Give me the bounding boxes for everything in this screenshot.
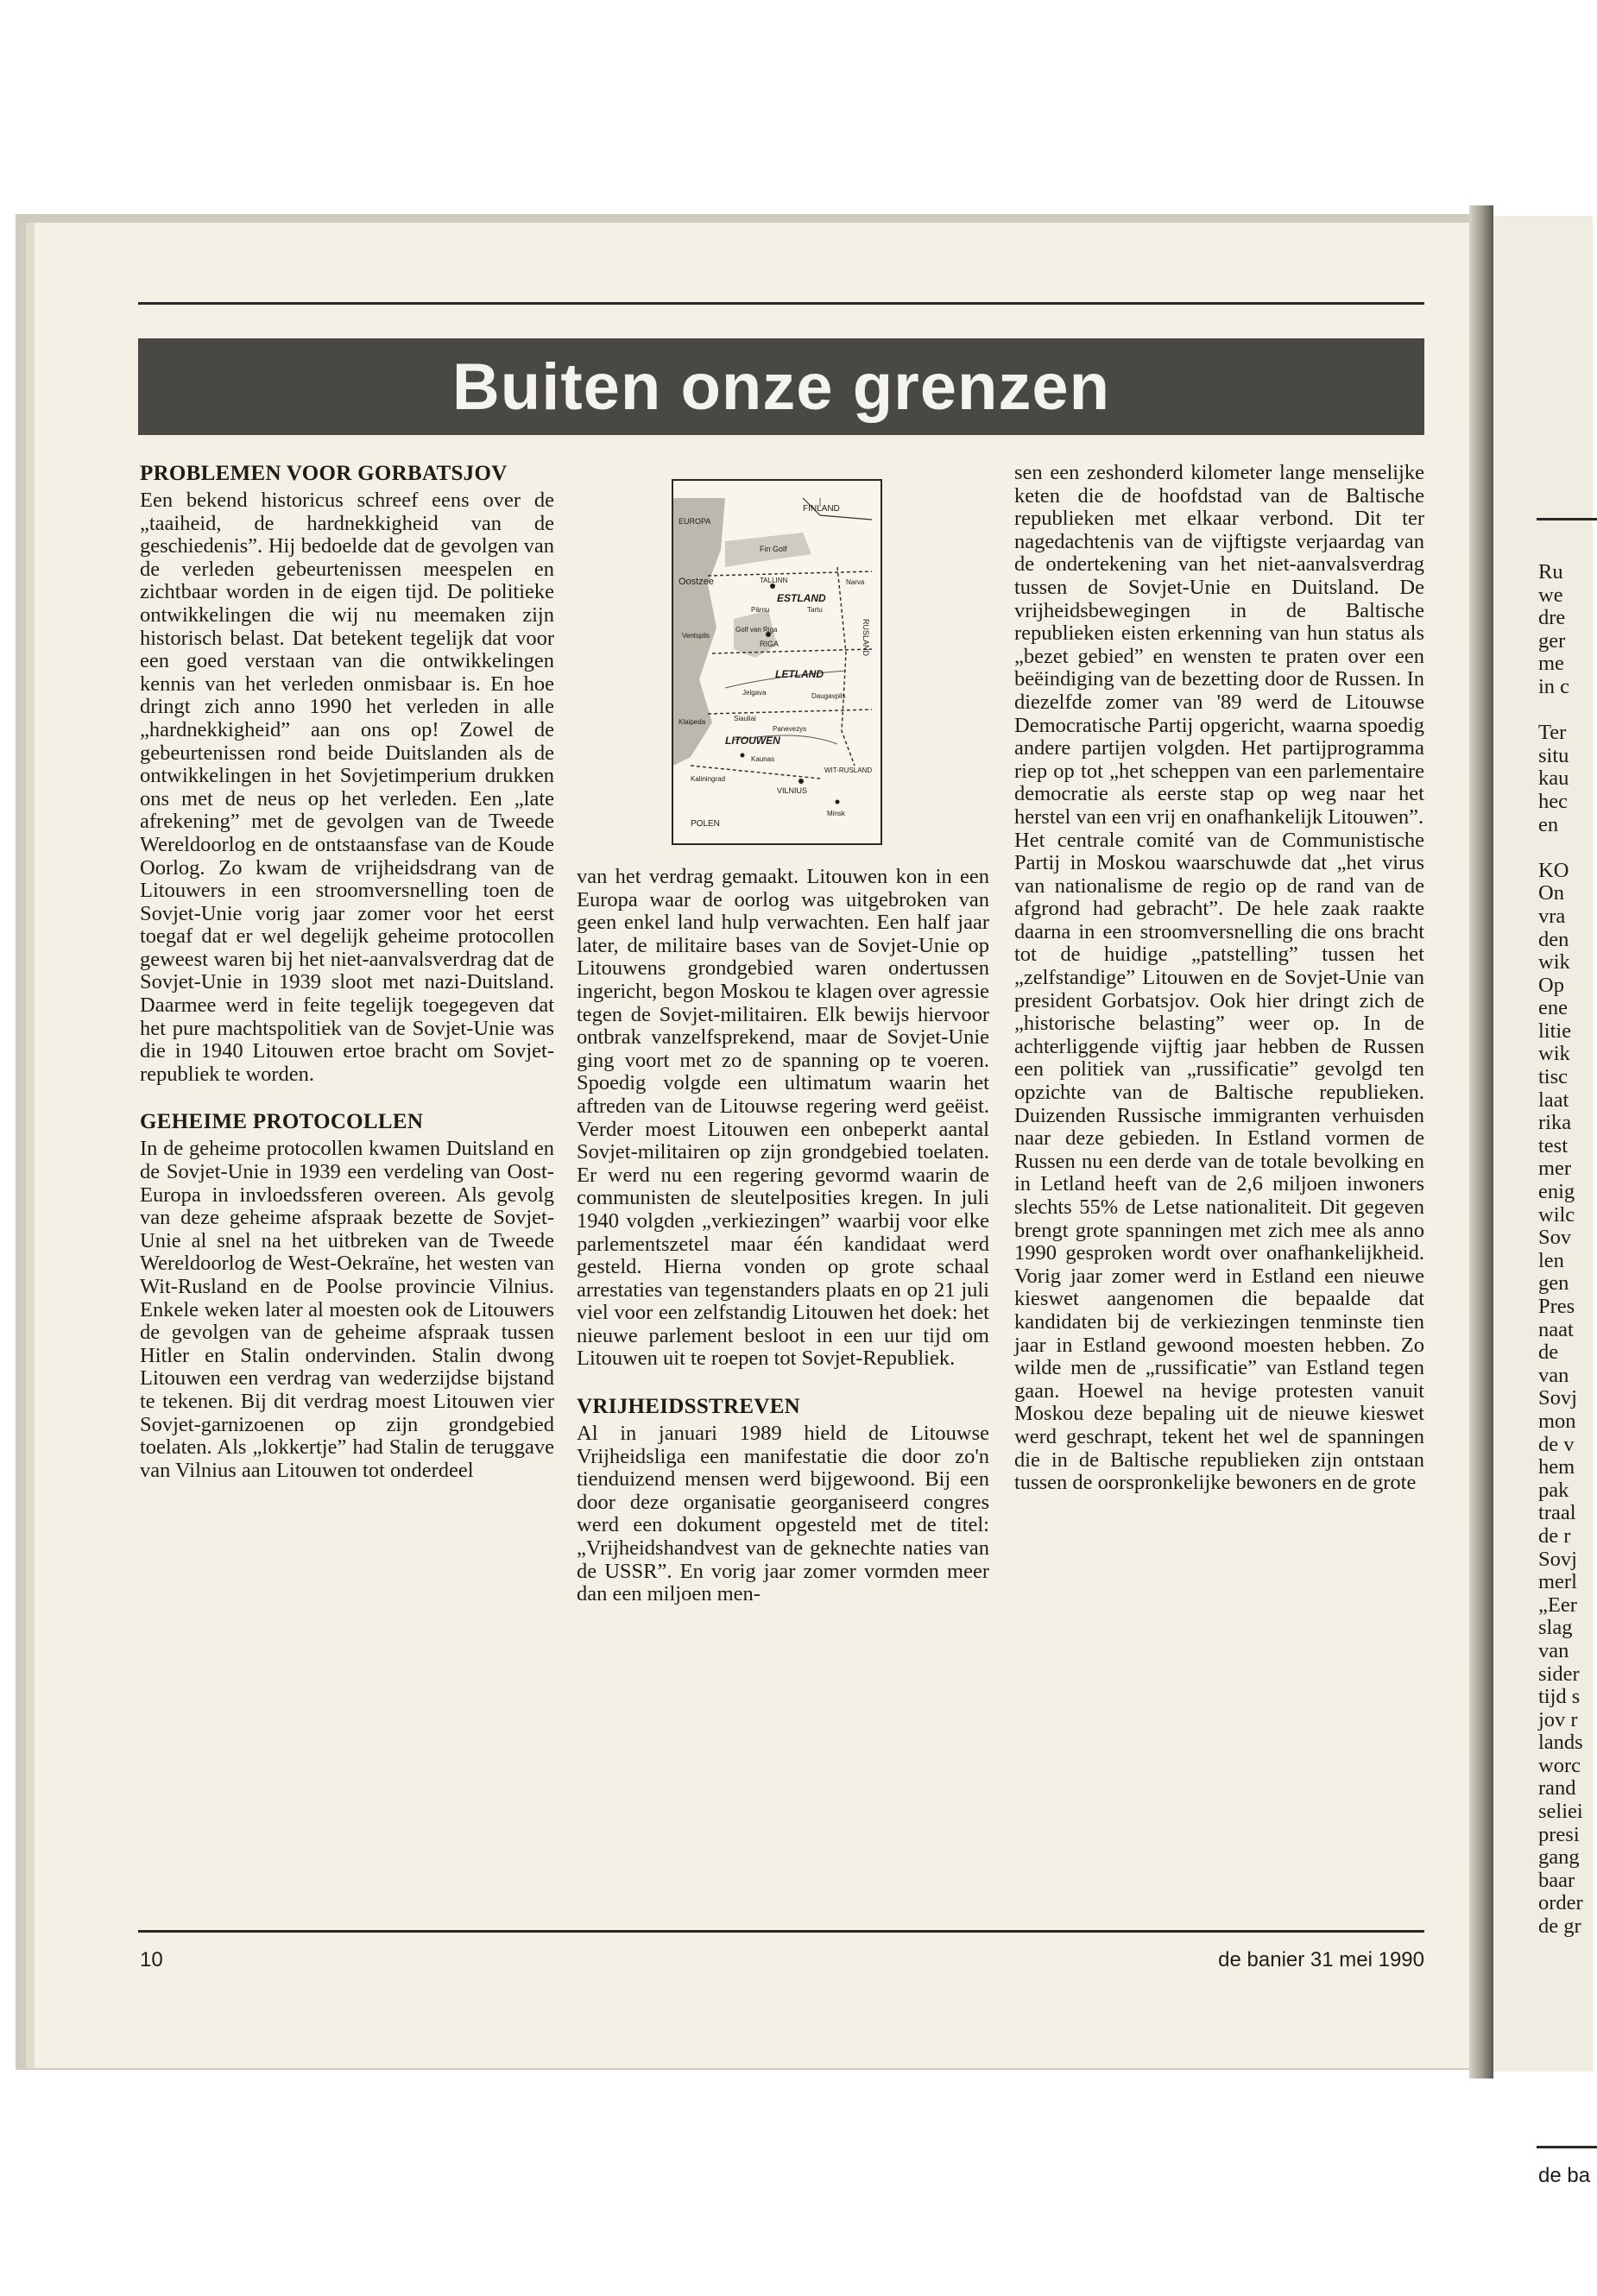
map-label: Narva: [846, 578, 865, 586]
next-page-fragment: On: [1538, 881, 1564, 905]
heading-problemen: PROBLEMEN VOOR GORBATSJOV: [140, 462, 508, 485]
next-page-fragment: tijd s: [1538, 1685, 1581, 1709]
page-fold: [1469, 205, 1493, 2078]
next-page-fragment: Sovj: [1538, 1386, 1577, 1410]
next-page-fragment: kau: [1538, 766, 1569, 791]
map-label: Minsk: [827, 810, 845, 817]
next-page-fragment: den: [1538, 927, 1569, 951]
next-page-fragment: de gr: [1538, 1914, 1581, 1939]
next-page-fragment: de r: [1538, 1523, 1571, 1548]
paragraph: Een bekend historicus schreef eens over de „taaiheid, de hardnekkigheid van de geschiedenis”. Hij bedoelde dat de gevolgen van de verleden gebeurtenissen meespelen en zichtbaar worden in de eigen tijd. De politieke ontwikkelingen die wij nu meemaken zijn historisch belast. Dat betekent tegelijk dat voor een goed verstaan van die ontwikkelingen kennis van het verleden onmisbaar is. En hoe dringt zich anno 1990 het verleden in alle „hardnekkigheid” aan ons op! Zowel de gebeurtenissen rond beide Duitslanden als de ontwikkelingen in het Sovjetimperium drukken ons met de neus op het verleden. Een „late afrekening” met de gevolgen van de Tweede Wereldoorlog en de ontstaansfase van de Koude Oorlog. Zo kwam de vrijheidsdrang van de Litouwers in een stroomversnelling toen de Sovjet-Unie vorig jaar zomer voor het eerst toegaf dat er wel degelijk geheime protocollen geweest waren bij het niet-aanvalsverdrag dat de Sovjet-Unie in 1939 sloot met nazi-Duitsland. Daarmee werd in feite tegelijk toegegeven dat het pure machtspolitiek van de Sovjet-Unie was die in 1940 Litouwen ertoe bracht om Sovjet-republiek te worden.: [140, 489, 554, 1086]
next-page-fragment: „Eer: [1538, 1593, 1577, 1617]
column-2: [577, 462, 989, 1606]
map-label: Fin Golf: [760, 545, 787, 553]
map-label: Klaipeda: [679, 718, 706, 726]
next-page-fragment: rika: [1538, 1111, 1572, 1135]
map-label: Oostzee: [679, 577, 714, 587]
map-label: FINLAND: [803, 504, 840, 514]
next-page-fragment: situ: [1538, 743, 1569, 767]
next-page-rule-bottom: [1537, 2146, 1597, 2148]
next-page-fragment: gen: [1538, 1271, 1569, 1296]
next-page-fragment: presi: [1538, 1822, 1580, 1846]
column-3: [1014, 462, 1424, 1495]
next-page-fragment: de v: [1538, 1432, 1575, 1456]
next-page-fragment: len: [1538, 1248, 1564, 1272]
next-page-fragment: traal: [1538, 1501, 1576, 1525]
banner-title: Buiten onze grenzen: [451, 350, 1111, 424]
map-label: Pärnu: [751, 606, 770, 614]
next-page-fragment: [1538, 836, 1583, 860]
next-page-fragment: hem: [1538, 1455, 1575, 1479]
next-page-fragment: Pres: [1538, 1295, 1575, 1318]
next-page-fragment: lands: [1538, 1731, 1583, 1755]
top-rule: [138, 302, 1424, 305]
next-page-fragment: en: [1538, 812, 1559, 836]
map-label: ESTLAND: [777, 592, 826, 604]
heading-vrijheidsstreven: VRIJHEIDSSTREVEN: [577, 1395, 801, 1419]
next-page-fragment: KO: [1538, 858, 1569, 882]
next-page-fragment: dre: [1538, 606, 1566, 630]
map-label: WIT-RUSLAND: [824, 766, 873, 774]
map-label: Daugavpils: [811, 692, 846, 700]
next-page-fragment: me: [1538, 652, 1564, 676]
map-label: Tartu: [807, 606, 823, 614]
heading-geheime-protocollen: GEHEIME PROTOCOLLEN: [140, 1110, 424, 1134]
next-page-fragment: Sovj: [1538, 1547, 1577, 1571]
next-page-fragment: pak: [1538, 1478, 1569, 1502]
map-label: LITOUWEN: [725, 735, 780, 747]
map-label: VILNIUS: [777, 786, 808, 795]
map-label: Golf van Riga: [735, 626, 778, 634]
next-page-text-fragments: [1538, 561, 1583, 1939]
map-label: POLEN: [691, 819, 720, 829]
column-1: [140, 462, 554, 1482]
next-page-fragment: litie: [1538, 1019, 1572, 1043]
map-label: EUROPA: [679, 517, 711, 526]
map-label: Kaunas: [751, 755, 775, 763]
map-label: Kaliningrad: [691, 775, 726, 783]
next-page-fragment: baar: [1538, 1868, 1575, 1892]
next-page-fragment: ene: [1538, 996, 1568, 1020]
next-page-fragment: order: [1538, 1891, 1583, 1915]
next-page-fragment: wilc: [1538, 1202, 1575, 1227]
baltic-map: [672, 479, 882, 845]
next-page-fragment: [1538, 699, 1583, 722]
next-page-fragment: hec: [1538, 789, 1568, 813]
map-label: RUSLAND: [862, 619, 870, 657]
paragraph: van het verdrag gemaakt. Litouwen kon in een Europa waar de oorlog was uitgebroken van geen enkel land hulp verwachten. Een half jaar later, de militaire bases van de Sovjet-Unie op Litouwens grondgebied waren ondertussen ingericht, begon Moskou te klagen over agressie tegen de Sovjet-militairen. Elk bewijs hiervoor ontbrak vanzelfsprekend, maar de Sovjet-Unie ging voort met zo de spanning op te voeren. Spoedig volgde een ultimatum waarin het aftreden van de Litouwse regering werd geëist. Verder moest Litouwen een onbeperkt aantal Sovjet-militairen op zijn grondgebied toelaten. Er werd nu een regering gevormd waarin de communisten de sleutelposities kregen. In juli 1940 volgden „verkiezingen” waarbij voor elke parlementszetel maar één kandidaat werd gesteld. Hierna vonden op grote schaal arrestaties van tegenstanders plaats en op 21 juli viel voor een zelfstandig Litouwen het doek: het nieuwe parlement besloot in een uur tijd om Litouwen uit te roepen tot Sovjet-Republiek.: [577, 865, 989, 1371]
paragraph: Het centrale comité van de Communistische Partij in Moskou waarschuwde dat „het virus van nationalisme de regio op de rand van de afgrond had gebracht”. De hele zaak raakte daarna in een stroomversnelling die ons bracht tot de huidige „patstelling” tussen het „zelfstandige” Litouwen en de Sovjet-Unie van president Gorbatsjov. Ook hier dringt zich de „historische belasting” weer op. In de achterliggende vijftig jaar hebben de Russen een politiek van „russificatie” gevolgd ten opzichte van de Baltische republieken. Duizenden Russische immigranten verhuisden naar deze gebieden. In Estland vormen de Russen nu een derde van de totale bevolking en in Letland heeft van de 2,6 miljoen inwoners slechts 55% de Letse nationaliteit. Dit gegeven brengt grote spanningen met zich mee als anno 1990 gesproken wordt over onafhankelijkheid. Vorig jaar zomer werd in Estland een nieuwe kieswet aangenomen die bepaalde dat kandidaten bij de verkiezingen tenminste tien jaar in Estland gewoond moesten hebben. Zo wilde men de „russificatie” van Estland tegen gaan. Hoewel na hevige protesten vanuit Moskou deze bepaling uit de nieuwe kieswet werd geschrapt, tekent het wel de spanningen die in de Baltische republieken zijn ontstaan tussen de oorspronkelijke bewoners en de grote: [1014, 828, 1424, 1495]
next-page-fragment: sider: [1538, 1662, 1580, 1686]
publication-date: de banier 31 mei 1990: [1218, 1948, 1424, 1971]
paragraph: Al in januari 1989 hield de Litouwse Vrijheidsliga een manifestatie die door zo'n tienduizend mensen werd bijgewoond. Bij een door deze organisatie georganiseerd congres werd een dokument opgesteld met de titel: „Vrijheidshandvest van de geknechte naties van de USSR”. En vorig jaar zomer vormden meer dan een miljoen men-: [577, 1422, 989, 1606]
map-label: Siauliai: [734, 715, 756, 722]
section-banner: [138, 338, 1424, 435]
next-page-footer: de ba: [1538, 2164, 1591, 2187]
next-page-fragment: Ru: [1538, 560, 1563, 583]
next-page-fragment: de: [1538, 1340, 1559, 1365]
next-page-fragment: van: [1538, 1638, 1569, 1662]
next-page-fragment: enig: [1538, 1180, 1575, 1204]
map-label: RIGA: [760, 640, 780, 648]
next-page-fragment: mer: [1538, 1157, 1572, 1181]
paragraph: In de geheime protocollen kwamen Duitsland en de Sovjet-Unie in 1939 een verdeling van Oost-Europa in invloedssferen overeen. Als gevolg van deze geheime afspraak bezette de Sovjet-Unie al snel na het uitbreken van de Tweede Wereldoorlog de West-Oekraïne, het westen van Wit-Rusland en de Poolse provincie Vilnius. Enkele weken later al moesten ook de Litouwers de gevolgen van de geheime afspraak tussen Hitler en Stalin ondervinden. Stalin dwong Litouwen een verdrag van wederzijdse bijstand te tekenen. Bij dit verdrag moest Litouwen vier Sovjet-garnizoenen op zijn grondgebied toelaten. Als „lokkertje” had Stalin de teruggave van Vilnius aan Litouwen tot onderdeel: [140, 1137, 554, 1482]
next-page-fragment: laat: [1538, 1088, 1569, 1112]
next-page-fragment: in c: [1538, 674, 1570, 698]
next-page-fragment: naat: [1538, 1317, 1574, 1341]
map-label: TALLINN: [760, 577, 788, 584]
map-label: Jelgava: [742, 689, 767, 697]
next-page-fragment: slag: [1538, 1616, 1573, 1640]
next-page-fragment: we: [1538, 583, 1563, 607]
next-page-fragment: merl: [1538, 1570, 1577, 1594]
next-page-fragment: worc: [1538, 1753, 1581, 1777]
page-number: 10: [140, 1948, 163, 1971]
next-page-fragment: ger: [1538, 628, 1566, 653]
next-page-fragment: Sov: [1538, 1226, 1572, 1250]
map-label: Panevezys: [773, 725, 807, 733]
next-page-fragment: tisc: [1538, 1065, 1569, 1089]
next-page-fragment: mon: [1538, 1409, 1576, 1433]
next-page-rule-top: [1537, 518, 1597, 520]
next-page-fragment: gang: [1538, 1845, 1580, 1870]
paragraph: sen een zeshonderd kilometer lange menselijke keten die de hoofdstad van de Baltische republieken met elkaar verbond. Dit ter nagedachtenis van de vijftigste verjaardag van de ondertekening van het niet-aanvalsverdrag tussen de Sovjet-Unie en Duitsland. De vrijheidsbewegingen in de Baltische republieken eisten erkenning van hun status als „bezet gebied” en wensten te praten over een beëindiging van de bezetting door de Russen. In diezelfde zomer van '89 werd de Litouwse Democratische Partij opgericht, waarna spoedig andere partijen volgden. Het partijprogramma riep op tot „het scheppen van een parlementaire democratie als eerste stap op weg naar het herstel van een vrij en onafhankelijk Litouwen”.: [1014, 461, 1424, 829]
bottom-rule: [138, 1930, 1424, 1933]
map-label: Ventspils: [682, 632, 710, 640]
next-page-fragment: seliei: [1538, 1800, 1583, 1824]
next-page-fragment: van: [1538, 1363, 1569, 1387]
next-page-fragment: jov r: [1538, 1707, 1578, 1731]
next-page-fragment: wik: [1538, 950, 1570, 975]
next-page-fragment: vra: [1538, 904, 1566, 928]
next-page-fragment: wik: [1538, 1042, 1570, 1066]
next-page-fragment: Ter: [1538, 721, 1567, 745]
next-page-fragment: Op: [1538, 973, 1564, 997]
next-page-fragment: test: [1538, 1133, 1569, 1157]
next-page-fragment: rand: [1538, 1776, 1576, 1801]
next-page-edge: [1493, 216, 1593, 2187]
baltic-map-svg: [673, 481, 881, 843]
map-label: LETLAND: [775, 668, 824, 680]
